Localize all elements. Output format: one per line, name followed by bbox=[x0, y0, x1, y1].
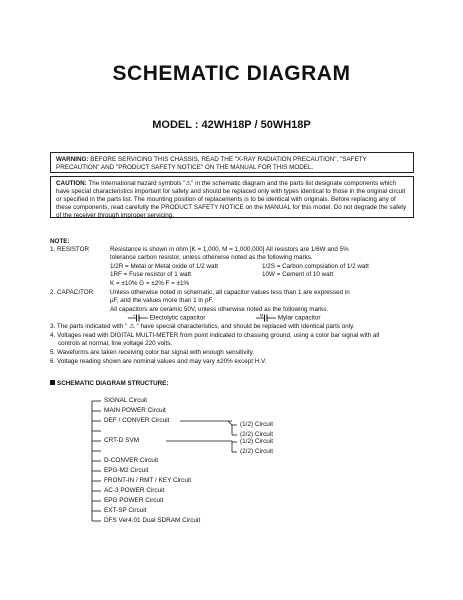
crt-sub-2: (2/2) Circuit bbox=[240, 448, 274, 455]
note-heading: NOTE: bbox=[50, 238, 70, 245]
warning-label: WARNING: bbox=[56, 156, 89, 163]
caution-label: CAUTION: bbox=[56, 180, 87, 187]
def-sub-1: (1/2) Circuit bbox=[240, 421, 274, 428]
resistor-line-1: Resistance is shown in ohm [K = 1,000, M = 1,000,000] All resistors are 1/6W and 5% bbox=[110, 246, 349, 253]
tree-item-epg-power: EPG POWER Circuit bbox=[104, 497, 164, 504]
note-5: 5. Waveforms are taken receiving color bar signal with enough sensitivity. bbox=[50, 349, 255, 356]
tree-item-signal: SIGNAL Circuit bbox=[104, 397, 148, 404]
crt-sub-1: (1/2) Circuit bbox=[240, 438, 274, 445]
svg-text:+: + bbox=[133, 314, 136, 318]
capacitor-line-3: All capacitors are ceramic 50V, unless otherwise noted as the following marks. bbox=[110, 306, 329, 313]
tree-item-main-power: MAIN POWER Circuit bbox=[104, 407, 166, 414]
resistor-mark-metal: 1/2R = Metal or Metal oxide of 1/2 watt bbox=[110, 263, 218, 270]
resistor-tolerance: K = ±10% G = ±2% F = ±1% bbox=[110, 280, 190, 287]
resistor-mark-carbon: 1/2S = Carbon compsiation of 1/2 watt bbox=[262, 263, 369, 270]
page-title: SCHEMATIC DIAGRAM bbox=[112, 62, 351, 85]
def-sub-2: (2/2) Circuit bbox=[240, 431, 274, 438]
note-6: 6. Voltage reading shown are nominal values and may vary ±20% except H.V. bbox=[50, 358, 267, 365]
caution-text: The International hazard symbols "⚠" in the schematic diagram and the parts list designate components which have special characteristics important for safety and should be replaced only with types identical to those in the original circuit or specified in the parts list. The mounting position of replacements is to be identical with originals. Before replacing any of these components, read carefully the PRODUCT SAFETY NOTICE on the MANUAL for this model. Do not degrade the safety of the receiver through improper servicing. bbox=[56, 180, 407, 219]
tree-item-ac3-power: AC-3 POWER Circuit bbox=[104, 487, 165, 494]
note-3: 3. The parts indicated with " ⚠ " have special characteristics, and should be replaced with identical parts only. bbox=[50, 323, 355, 330]
tree-item-dfs: DFS Ver4.01 Dual SDRAM Circuit bbox=[104, 517, 201, 524]
capacitor-line-2: μF, and the values more than 1 in pF. bbox=[110, 297, 214, 304]
mylar-capacitor-label: Mylar capacitor bbox=[277, 314, 321, 322]
structure-heading bbox=[50, 380, 168, 388]
square-bullet-icon bbox=[50, 380, 55, 385]
warning-text: BEFORE SERVICING THIS CHASSIS, READ THE "X-RAY RADIATION PRECAUTION", "SAFETY PRECAUTION" AND "PRODUCT SAFETY NOTICE" ON THE MANUAL FOR THIS MODEL. bbox=[56, 156, 367, 171]
tree-item-epg-m2: EPG-M2 Circuit bbox=[104, 467, 149, 474]
mylar-capacitor-row bbox=[256, 314, 320, 323]
note-4-line-1: 4. Voltages read with DIGITAL MULTI-METER from point indicated to chassing ground, using a color bar signal with all bbox=[50, 332, 380, 339]
resistor-label: 1. RESISTOR bbox=[50, 246, 90, 253]
electrolytic-capacitor-label: Electolytic capacitor bbox=[149, 314, 206, 322]
electrolytic-capacitor-row bbox=[128, 314, 205, 323]
warning-box bbox=[50, 152, 414, 173]
model-heading: MODEL : 42WH18P / 50WH18P bbox=[152, 119, 311, 131]
resistor-mark-fuse: 1RF = Fuse resistor of 1 watt bbox=[110, 271, 192, 278]
mylar-capacitor-icon bbox=[256, 314, 276, 322]
tree-item-def-conver: DEF / CONVER Circuit bbox=[104, 417, 170, 424]
tree-item-crt-d-svm: CRT-D SVM bbox=[104, 437, 140, 444]
tree-item-d-conver: D-CONVER Circuit bbox=[104, 457, 158, 464]
capacitor-label: 2. CAPACITOR bbox=[50, 289, 94, 296]
capacitor-line-1: Unless otherwise noted in schematic, all capacitor values less than 1 are expressed in bbox=[110, 289, 350, 296]
note-4-line-2: controls at normal, line voltage 220 volts. bbox=[58, 340, 173, 347]
structure-heading-text: SCHEMATIC DIAGRAM STRUCTURE: bbox=[57, 380, 169, 387]
tree-item-ext-sp: EXT-SP Circuit bbox=[104, 507, 147, 514]
svg-text:M: M bbox=[260, 314, 264, 318]
caution-box bbox=[50, 176, 414, 218]
resistor-line-2: tolerance carbon resistor, unless otherwise noted as the following marks. bbox=[110, 254, 313, 261]
tree-item-front-in: FRONT-IN / RMT / KEY Circuit bbox=[104, 477, 192, 484]
resistor-mark-cement: 10W = Cement of 10 watt bbox=[262, 271, 334, 278]
electrolytic-capacitor-icon bbox=[128, 314, 148, 322]
